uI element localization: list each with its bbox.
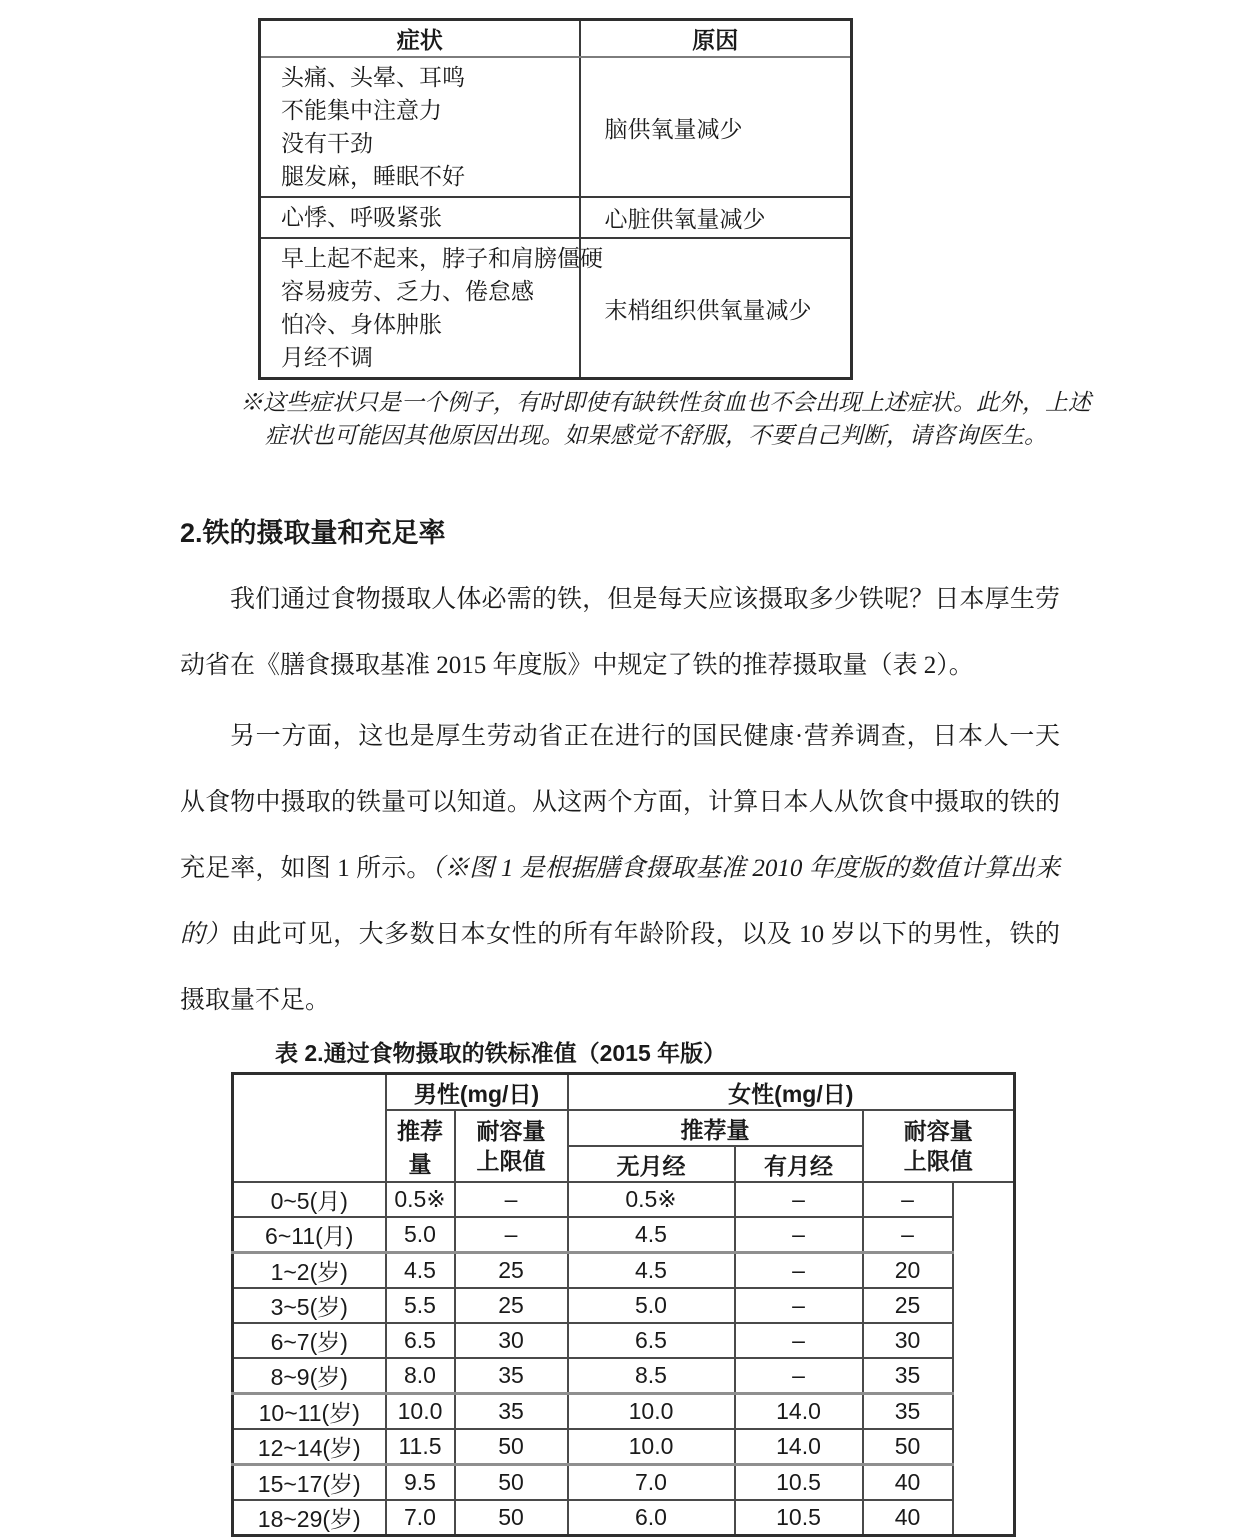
- symptom-line: 早上起不起来，脖子和肩膀僵硬: [281, 246, 603, 271]
- menstruation-header: 有月经: [735, 1146, 863, 1182]
- value-cell: 40: [863, 1500, 953, 1536]
- value-cell: 4.5: [568, 1217, 735, 1253]
- iron-table-row: [233, 1500, 1015, 1536]
- value-cell: 5.0: [386, 1217, 455, 1253]
- value-cell: 40: [863, 1465, 953, 1501]
- iron-table-row: [233, 1253, 1015, 1289]
- symptom-line: 容易疲劳、乏力、倦怠感: [281, 279, 534, 304]
- value-cell: 4.5: [386, 1253, 455, 1289]
- iron-table-header-row-1: [233, 1074, 1015, 1111]
- value-cell: 10.5: [735, 1465, 863, 1501]
- value-cell: 5.0: [568, 1288, 735, 1323]
- symptom-line: 心悸、呼吸紧张: [281, 205, 442, 230]
- cause-cell: 心脏供氧量减少: [580, 197, 852, 238]
- value-cell: 7.0: [568, 1465, 735, 1501]
- cause-cell: 末梢组织供氧量减少: [580, 238, 852, 379]
- symptom-table-header-row: [260, 20, 852, 58]
- female-recommended-header: 推荐量: [568, 1110, 863, 1146]
- age-range-cell: 15~17(岁): [233, 1465, 386, 1501]
- tolerable-upper-line-1: 耐容量: [903, 1118, 973, 1144]
- age-range-cell: 8~9(岁): [233, 1358, 386, 1394]
- value-cell: 14.0: [735, 1429, 863, 1465]
- value-cell: 25: [455, 1253, 568, 1289]
- paragraph-2: [180, 704, 1060, 1034]
- value-cell: 25: [455, 1288, 568, 1323]
- value-cell: 50: [455, 1429, 568, 1465]
- value-cell: 5.5: [386, 1288, 455, 1323]
- no-menstruation-header: 无月经: [568, 1146, 735, 1182]
- age-range-cell: 0~5(月): [233, 1182, 386, 1217]
- female-header: 女性(mg/日): [568, 1074, 1015, 1111]
- age-range-cell: 6~11(月): [233, 1217, 386, 1253]
- cause-cell: 脑供氧量减少: [580, 57, 852, 197]
- symptom-line: 没有干劲: [281, 131, 373, 156]
- value-cell: 50: [863, 1429, 953, 1465]
- age-range-cell: 10~11(岁): [233, 1394, 386, 1430]
- value-cell: 9.5: [386, 1465, 455, 1501]
- value-cell: 6.5: [386, 1323, 455, 1358]
- value-cell: 35: [863, 1394, 953, 1430]
- female-tolerable-upper-header: [863, 1110, 1015, 1182]
- iron-table-row: [233, 1358, 1015, 1394]
- iron-table-row: [233, 1465, 1015, 1501]
- value-cell: 0.5※: [386, 1182, 455, 1217]
- age-range-cell: 12~14(岁): [233, 1429, 386, 1465]
- male-recommended-header: 推荐量: [386, 1110, 455, 1182]
- note-line-2: 症状也可能因其他原因出现。如果感觉不舒服，不要自己判断，请咨询医生。: [265, 423, 1047, 448]
- value-cell: –: [735, 1182, 863, 1217]
- value-cell: 4.5: [568, 1253, 735, 1289]
- value-cell: –: [735, 1253, 863, 1289]
- symptoms-cell: [260, 197, 580, 238]
- value-cell: 8.0: [386, 1358, 455, 1394]
- paragraph-2-italic-note: （※图 1 是根据膳食摄取基准 2010 年度版的数值计算出来的）: [180, 855, 1060, 948]
- value-cell: –: [735, 1288, 863, 1323]
- symptom-table-body: [260, 57, 852, 379]
- value-cell: 8.5: [568, 1358, 735, 1394]
- symptom-line: 怕冷、身体肿胀: [281, 312, 442, 337]
- symptom-cause-table: [258, 18, 853, 380]
- value-cell: –: [863, 1217, 953, 1253]
- iron-table-body: [233, 1182, 1015, 1536]
- symptom-column-header: 症状: [260, 20, 580, 58]
- value-cell: 10.5: [735, 1500, 863, 1536]
- iron-table-row: [233, 1429, 1015, 1465]
- empty-spacer-cell: [953, 1182, 1015, 1536]
- document-page: [0, 18, 1240, 1532]
- symptom-note: [240, 386, 1240, 452]
- cause-column-header: 原因: [580, 20, 852, 58]
- male-header: 男性(mg/日): [386, 1074, 568, 1111]
- value-cell: 50: [455, 1465, 568, 1501]
- value-cell: 30: [455, 1323, 568, 1358]
- section-heading: 2.铁的摄取量和充足率: [180, 518, 446, 548]
- iron-table-row: [233, 1182, 1015, 1217]
- value-cell: 6.5: [568, 1323, 735, 1358]
- symptoms-cell: [260, 57, 580, 197]
- value-cell: –: [455, 1182, 568, 1217]
- symptom-line: 月经不调: [281, 345, 373, 370]
- age-range-cell: 1~2(岁): [233, 1253, 386, 1289]
- age-column-header-empty: [233, 1074, 386, 1183]
- iron-table-row: [233, 1288, 1015, 1323]
- value-cell: 14.0: [735, 1394, 863, 1430]
- value-cell: –: [735, 1358, 863, 1394]
- value-cell: 0.5※: [568, 1182, 735, 1217]
- value-cell: 35: [455, 1358, 568, 1394]
- age-range-cell: 18~29(岁): [233, 1500, 386, 1536]
- note-line-1: ※这些症状只是一个例子，有时即使有缺铁性贫血也不会出现上述症状。此外，上述: [240, 390, 1091, 415]
- symptom-line: 头痛、头晕、耳鸣: [281, 65, 465, 90]
- symptom-line: 不能集中注意力: [281, 98, 442, 123]
- paragraph-1-text: 我们通过食物摄取人体必需的铁，但是每天应该摄取多少铁呢？日本厚生劳动省在《膳食摄取基准 2015 年度版》中规定了铁的推荐摄取量（表 2）。: [180, 586, 1060, 679]
- iron-table-caption: 表 2.通过食物摄取的铁标准值（2015 年版）: [275, 1040, 727, 1066]
- iron-table-row: [233, 1394, 1015, 1430]
- paragraph-2-text-after: 由此可见，大多数日本女性的所有年龄阶段，以及 10 岁以下的男性，铁的摄取量不足。: [180, 921, 1060, 1014]
- iron-intake-table: [231, 1072, 1016, 1537]
- paragraph-2-text-before: 另一方面，这也是厚生劳动省正在进行的国民健康·营养调查，日本人一天从食物中摄取的铁量可以知道。从这两个方面，计算日本人从饮食中摄取的铁的充足率，如图 1 所示。: [180, 723, 1060, 882]
- value-cell: –: [735, 1217, 863, 1253]
- age-range-cell: 6~7(岁): [233, 1323, 386, 1358]
- value-cell: 10.0: [386, 1394, 455, 1430]
- value-cell: 11.5: [386, 1429, 455, 1465]
- symptoms-cell: [260, 238, 603, 379]
- value-cell: 30: [863, 1323, 953, 1358]
- value-cell: –: [455, 1217, 568, 1253]
- symptom-table-row: [260, 57, 852, 197]
- value-cell: 7.0: [386, 1500, 455, 1536]
- value-cell: 6.0: [568, 1500, 735, 1536]
- symptom-line: 腿发麻，睡眠不好: [281, 164, 465, 189]
- value-cell: 25: [863, 1288, 953, 1323]
- iron-table-row: [233, 1217, 1015, 1253]
- value-cell: –: [863, 1182, 953, 1217]
- paragraph-1: [180, 567, 1060, 699]
- value-cell: 35: [455, 1394, 568, 1430]
- value-cell: 35: [863, 1358, 953, 1394]
- iron-table-row: [233, 1323, 1015, 1358]
- value-cell: 50: [455, 1500, 568, 1536]
- value-cell: 10.0: [568, 1394, 735, 1430]
- tolerable-upper-line-2: 上限值: [476, 1148, 546, 1174]
- symptom-table-row: [260, 197, 852, 238]
- tolerable-upper-line-1: 耐容量: [476, 1118, 546, 1144]
- value-cell: 20: [863, 1253, 953, 1289]
- male-tolerable-upper-header: [455, 1110, 568, 1182]
- age-range-cell: 3~5(岁): [233, 1288, 386, 1323]
- value-cell: –: [735, 1323, 863, 1358]
- value-cell: 10.0: [568, 1429, 735, 1465]
- tolerable-upper-line-2: 上限值: [903, 1148, 973, 1174]
- symptom-table-row: [260, 238, 852, 379]
